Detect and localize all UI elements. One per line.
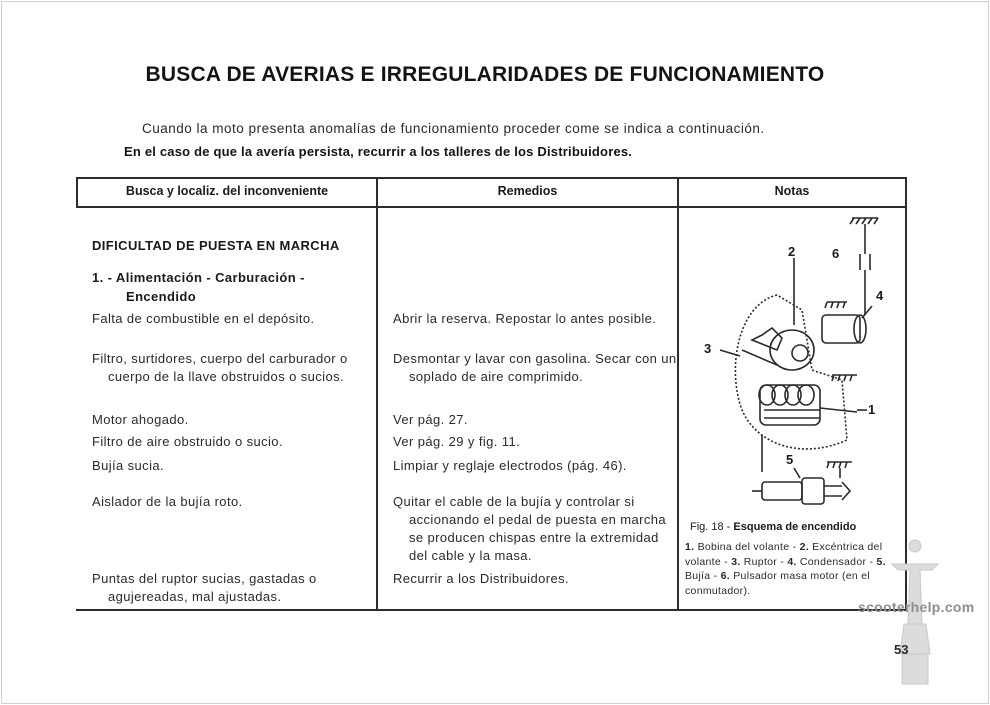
- intro-text: Cuando la moto presenta anomalías de funcionamiento proceder come se indica a continuación.: [142, 121, 765, 136]
- caption-text: Pulsador masa motor (en el conmutador).: [685, 570, 871, 597]
- caption-number: 3.: [731, 555, 741, 568]
- caption-number: 1.: [685, 541, 695, 553]
- table-top-rule: [76, 177, 907, 179]
- page-number: 53: [894, 642, 909, 657]
- ignition-diagram: [682, 210, 904, 522]
- subsection-title-cont: Encendido: [126, 289, 197, 304]
- page-title: BUSCA DE AVERIAS E IRREGULARIDADES DE FUNCIONAMIENTO: [145, 63, 825, 86]
- figure-caption: [685, 540, 899, 598]
- remedy-cell: Recurrir a los Distribuidores.: [393, 571, 569, 586]
- problem-cell: Bujía sucia.: [92, 458, 165, 473]
- subsection-title: 1. - Alimentación - Carburación -: [92, 270, 305, 285]
- figure-label: 4: [876, 288, 884, 303]
- figure-title-prefix: Fig. 18 -: [690, 521, 734, 533]
- caption-number: 4.: [787, 555, 797, 568]
- caption-number: 6.: [720, 570, 731, 582]
- caption-text: Excéntrica del volante -: [685, 541, 883, 568]
- figure-label: 3: [704, 341, 712, 356]
- problem-cell: Filtro de aire obstruido o sucio.: [92, 434, 283, 449]
- figure-label: 1: [868, 402, 876, 417]
- figure-title: [690, 521, 856, 533]
- figure-label: 2: [788, 244, 796, 259]
- remedy-cell: Quitar el cable de la bujía y controlar si accionando el pedal de puesta en marcha se producen chispas entre la extremidad del cable y la masa.: [393, 494, 666, 563]
- problem-cell: Puntas del ruptor sucias, gastadas o agujereadas, mal ajustadas.: [92, 571, 317, 604]
- caption-text: Condensador -: [796, 555, 877, 568]
- figure-label: 5: [786, 452, 794, 467]
- intro-warning: En el caso de que la avería persista, recurrir a los talleres de los Distribuidores.: [124, 144, 633, 159]
- header-notas: Notas: [774, 184, 810, 198]
- caption-text: Bobina del volante -: [694, 541, 800, 553]
- figure-label: 6: [832, 246, 840, 261]
- caption-number: 2.: [799, 541, 809, 553]
- header-remedios: Remedios: [497, 184, 558, 198]
- remedy-cell: Limpiar y reglaje electrodos (pág. 46).: [393, 458, 627, 473]
- problem-cell: Falta de combustible en el depósito.: [92, 311, 315, 326]
- remedy-cell: Desmontar y lavar con gasolina. Secar con un soplado de aire comprimido.: [393, 351, 677, 384]
- remedy-cell: Abrir la reserva. Repostar lo antes posible.: [393, 311, 657, 326]
- caption-text: Ruptor -: [740, 555, 788, 568]
- watermark-text: scooterhelp.com: [858, 599, 975, 615]
- remedy-cell: Ver pág. 29 y fig. 11.: [393, 434, 521, 449]
- problem-cell: Filtro, surtidores, cuerpo del carburador o cuerpo de la llave obstruidos o sucios.: [92, 351, 348, 384]
- section-title: DIFICULTAD DE PUESTA EN MARCHA: [92, 238, 340, 253]
- header-busca: Busca y localiz. del inconveniente: [125, 184, 329, 198]
- column-divider-1: [376, 177, 378, 611]
- caption-number: 5.: [876, 555, 886, 568]
- table-header-rule: [76, 206, 907, 208]
- problem-cell: Motor ahogado.: [92, 412, 189, 427]
- problem-cell: Aislador de la bujía roto.: [92, 494, 243, 509]
- caption-text: Bujía -: [685, 570, 721, 582]
- table-bottom-rule: [76, 609, 907, 611]
- figure-title-name: Esquema de encendido: [733, 521, 857, 533]
- remedy-cell: Ver pág. 27.: [393, 412, 468, 427]
